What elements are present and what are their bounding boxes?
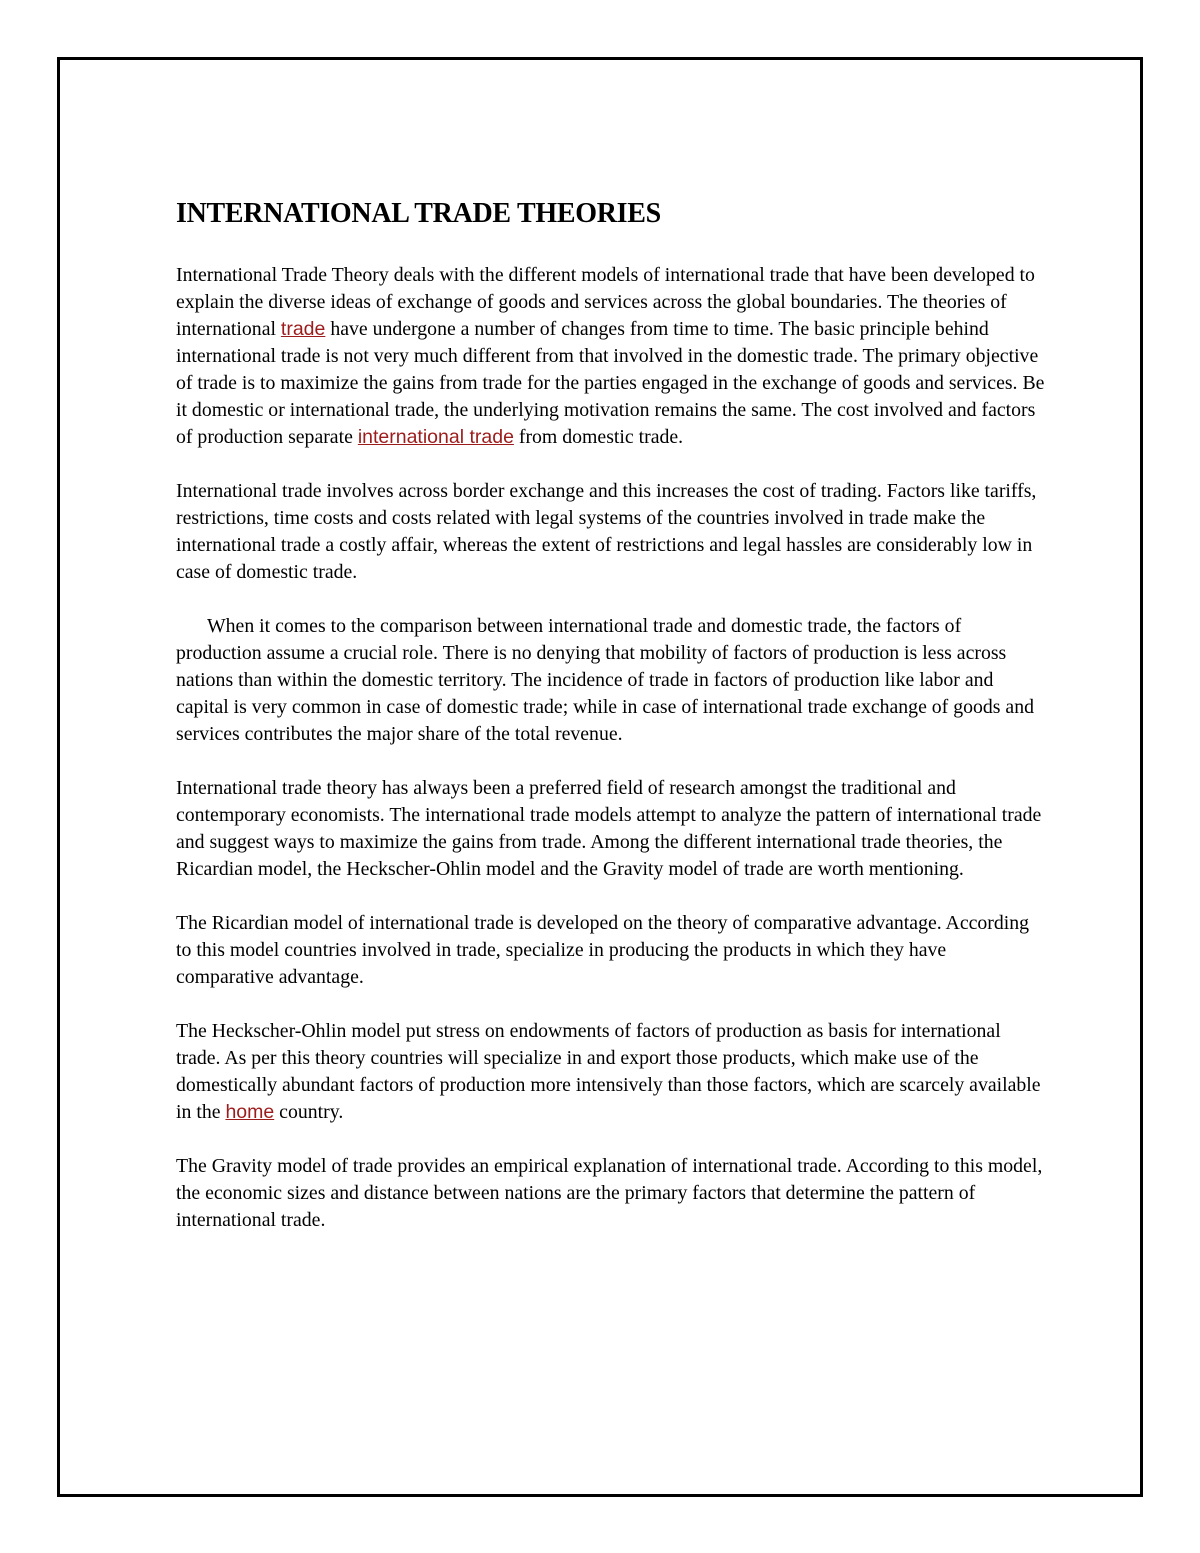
link-home[interactable]: home [225,1101,275,1123]
text-run: The Gravity model of trade provides an empirical explanation of international trade. According to this model, the economic sizes and distance between nations are the primary factors that determine the pattern of international trade. [176,1155,1043,1231]
text-run: The Ricardian model of international trade is developed on the theory of comparative advantage. According to this model countries involved in trade, specialize in producing the products in which they have comparative advantage. [176,912,1030,988]
text-run: International trade involves across border exchange and this increases the cost of trading. Factors like tariffs, restrictions, time costs and costs related with legal systems of the countries involved in trade make the international trade a costly affair, whereas the extent of restrictions and legal hassles are considerably low in case of domestic trade. [176,480,1037,583]
text-run: The Heckscher-Ohlin model put stress on endowments of factors of production as basis for international trade. As per this theory countries will specialize in and export those products, which make use of the domestically abundant factors of production more intensively than those factors, which are scarcely available in the [176,1020,1041,1123]
paragraph-3 [176,613,1046,748]
document-title: INTERNATIONAL TRADE THEORIES [176,198,661,229]
paragraph-7 [176,1153,1046,1234]
paragraph-2 [176,478,1046,586]
text-run: have undergone a number of changes from time to time. The basic principle behind international trade is not very much different from that involved in the domestic trade. The primary objective of trade is to maximize the gains from trade for the parties engaged in the exchange of goods and services. Be it domestic or international trade, the underlying motivation remains the same. The cost involved and factors of production separate [176,318,1045,448]
paragraph-6 [176,1018,1046,1126]
document-body [176,194,1046,1261]
paragraph-4 [176,775,1046,883]
text-run: International Trade Theory deals with the different models of international trade that have been developed to explain the diverse ideas of exchange of goods and services across the global boundaries. The theories of international [176,264,1035,340]
text-run: International trade theory has always been a preferred field of research amongst the traditional and contemporary economists. The international trade models attempt to analyze the pattern of international trade and suggest ways to maximize the gains from trade. Among the different international trade theories, the Ricardian model, the Heckscher-Ohlin model and the Gravity model of trade are worth mentioning. [176,777,1042,880]
text-run: When it comes to the comparison between international trade and domestic trade, the factors of production assume a crucial role. There is no denying that mobility of factors of production is less across nations than within the domestic territory. The incidence of trade in factors of production like labor and capital is very common in case of domestic trade; while in case of international trade exchange of goods and services contributes the major share of the total revenue. [176,615,1034,745]
paragraph-1 [176,262,1046,451]
link-trade[interactable]: trade [280,318,326,340]
paragraph-5 [176,910,1046,991]
link-international-trade[interactable]: international trade [357,426,514,448]
text-run: country. [274,1101,344,1123]
text-run: from domestic trade. [513,426,684,448]
